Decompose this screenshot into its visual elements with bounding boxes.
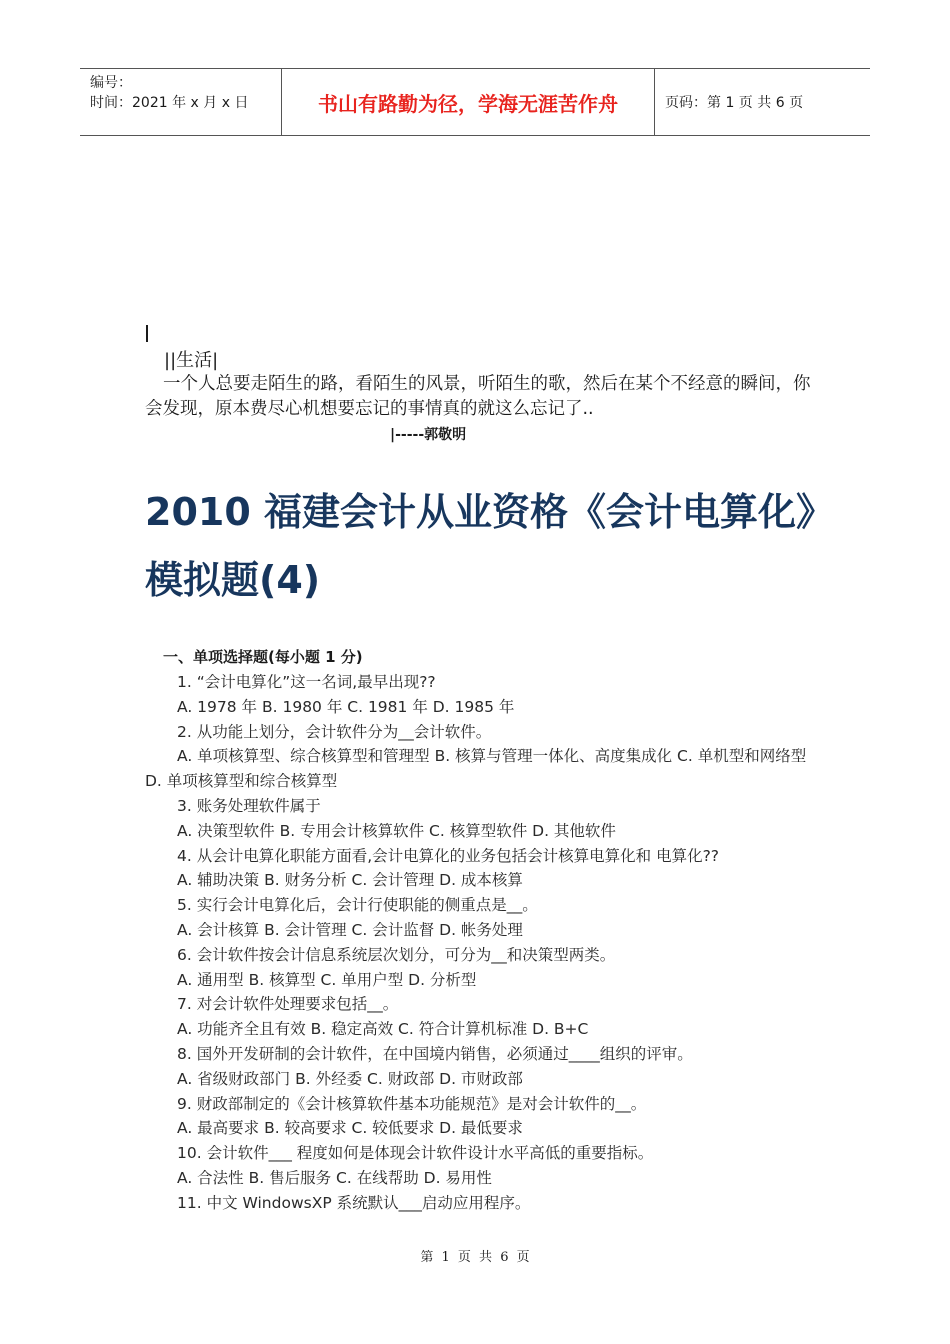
answer-line: A. 1978 年 B. 1980 年 C. 1981 年 D. 1985 年 [177,697,515,716]
answer-line: A. 省级财政部门 B. 外经委 C. 财政部 D. 市财政部 [177,1069,523,1088]
section-heading: 一、单项选择题(每小题 1 分) [163,648,363,666]
question-line: 4. 从会计电算化职能方面看,会计电算化的业务包括会计核算电算化和 电算化?? [177,846,720,865]
answer-line: A. 功能齐全且有效 B. 稳定高效 C. 符合计算机标准 D. B+C [177,1020,589,1039]
answer-line: A. 辅助决策 B. 财务分析 C. 会计管理 D. 成本核算 [177,871,523,890]
answer-line: A. 最高要求 B. 较高要求 C. 较低要求 D. 最低要求 [177,1119,523,1138]
question-line: 9. 财政部制定的《会计核算软件基本功能规范》是对会计软件的__。 [177,1094,647,1113]
answer-line: A. 合法性 B. 售后服务 C. 在线帮助 D. 易用性 [177,1168,492,1187]
header-page-info: 页码：第 1 页 共 6 页 [665,95,804,111]
question-line: 5. 实行会计电算化后，会计行使职能的侧重点是__。 [177,896,538,915]
time-line: 时间：2021 年 x 月 x 日 [90,95,249,111]
answer-line: A. 单项核算型、综合核算型和管理型 B. 核算与管理一体化、高度集成化 C. 单机型和网络型 D. 单项核算型和综合核算型 [145,747,807,791]
answer-line: A. 决策型软件 B. 专用会计核算软件 C. 核算型软件 D. 其他软件 [177,821,616,840]
text-cursor-mark [146,325,148,342]
quote-author: |-----郭敬明 [390,427,467,443]
question-line: 6. 会计软件按会计信息系统层次划分，可分为__和决策型两类。 [177,945,616,964]
question-line: 2. 从功能上划分，会计软件分为__会计软件。 [177,722,492,741]
serial-label: 编号： [90,75,132,91]
page-header [80,68,870,136]
header-meta [80,69,282,135]
question-line: 11. 中文 WindowsXP 系统默认___启动应用程序。 [177,1193,531,1212]
document-title: 2010 福建会计从业资格《会计电算化》模拟题(4) [145,490,834,602]
life-tag: ||生活| [164,350,219,371]
page-footer: 第 1 页 共 6 页 [420,1250,530,1265]
question-list [145,670,825,1216]
answer-line: A. 通用型 B. 核算型 C. 单用户型 D. 分析型 [177,970,477,989]
question-line: 8. 国外开发研制的会计软件，在中国境内销售，必须通过____组织的评审。 [177,1044,693,1063]
question-line: 10. 会计软件___ 程度如何是体现会计软件设计水平高低的重要指标。 [177,1144,654,1163]
intro-quote: 一个人总要走陌生的路，看陌生的风景，听陌生的歌，然后在某个不经意的瞬间，你会发现，原本费尽心机想要忘记的事情真的就这么忘记了.. [145,374,811,419]
header-motto: 书山有路勤为径，学海无涯苦作舟 [282,69,655,135]
question-line: 3. 账务处理软件属于 [177,796,321,815]
question-line: 1. “会计电算化”这一名词,最早出现?? [177,673,436,691]
question-line: 7. 对会计软件处理要求包括__。 [177,995,399,1014]
answer-line: A. 会计核算 B. 会计管理 C. 会计监督 D. 帐务处理 [177,920,523,939]
